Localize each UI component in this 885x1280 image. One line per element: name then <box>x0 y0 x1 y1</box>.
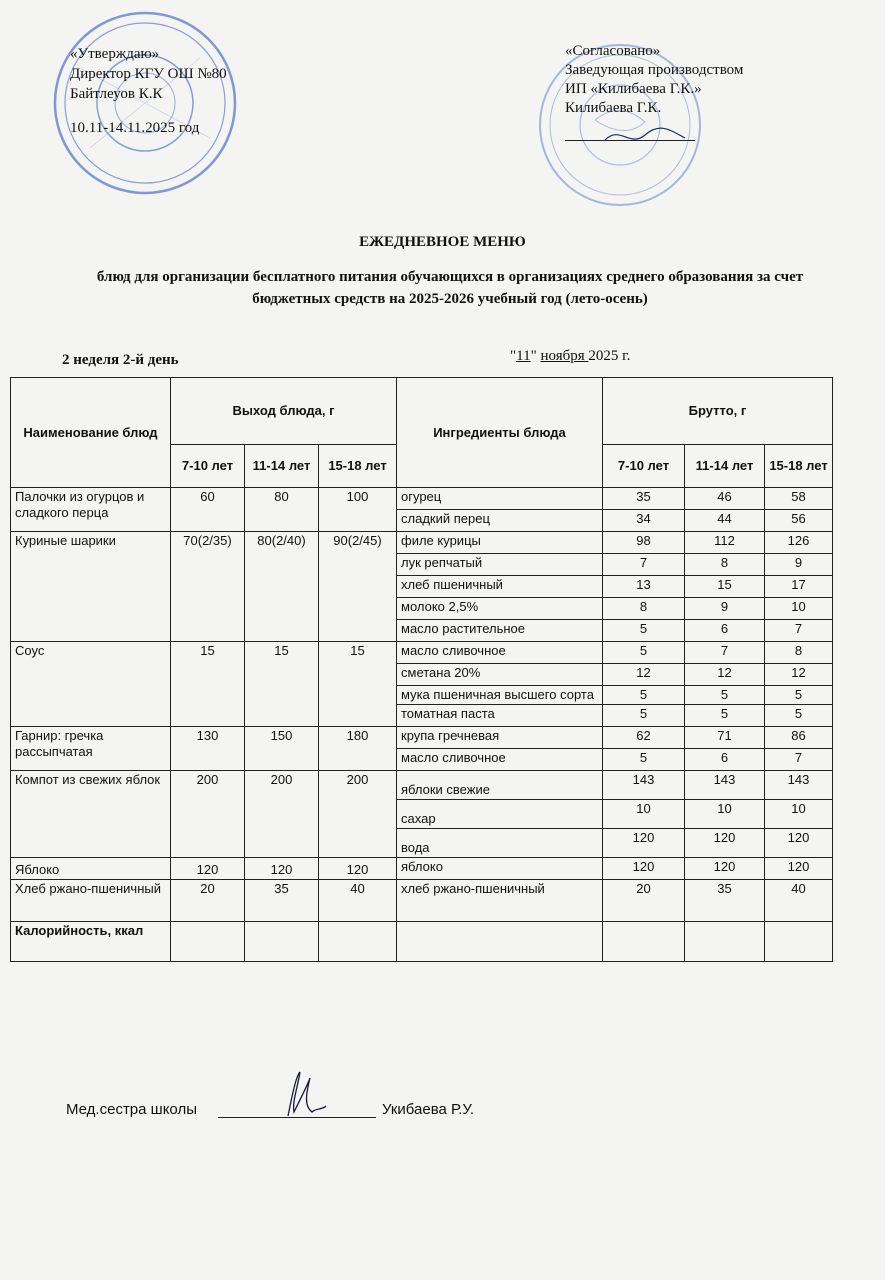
brutto-cell: 112 <box>685 532 765 554</box>
ingredient-cell: молоко 2,5% <box>397 598 603 620</box>
brutto-cell: 9 <box>765 554 833 576</box>
table-row <box>11 880 833 922</box>
output-cell: 70(2/35) <box>171 532 245 642</box>
table-row <box>11 727 833 749</box>
output-cell: 35 <box>245 880 319 922</box>
approval-dates: 10.11-14.11.2025 год <box>70 120 200 136</box>
output-cell: 60 <box>171 488 245 532</box>
brutto-cell: 12 <box>685 664 765 686</box>
agreement-line-3: ИП «Килибаева Г.К.» <box>565 81 702 97</box>
brutto-cell: 6 <box>685 620 765 642</box>
ingredient-cell: сахар <box>397 800 603 829</box>
output-cell: 80 <box>245 488 319 532</box>
brutto-cell: 8 <box>603 598 685 620</box>
brutto-cell: 5 <box>603 642 685 664</box>
brutto-cell: 35 <box>603 488 685 510</box>
agreement-line-4: Килибаева Г.К. <box>565 100 662 116</box>
brutto-cell: 5 <box>765 705 833 727</box>
table-row <box>11 532 833 554</box>
brutto-cell: 5 <box>603 620 685 642</box>
output-cell: 200 <box>245 771 319 858</box>
brutto-cell: 71 <box>685 727 765 749</box>
brutto-cell: 143 <box>765 771 833 800</box>
empty-cell <box>685 922 765 962</box>
output-cell: 200 <box>171 771 245 858</box>
approval-block <box>70 44 227 138</box>
dish-name-cell: Компот из свежих яблок <box>11 771 171 858</box>
brutto-cell: 120 <box>685 858 765 880</box>
ingredient-cell: мука пшеничная высшего сорта <box>397 686 603 705</box>
header-brutto-age: 15-18 лет <box>765 445 833 488</box>
dish-name-cell: Палочки из огурцов и сладкого перца <box>11 488 171 532</box>
ingredient-cell: масло сливочное <box>397 642 603 664</box>
output-cell: 180 <box>319 727 397 771</box>
ingredient-cell: филе курицы <box>397 532 603 554</box>
calories-label: Калорийность, ккал <box>11 922 171 962</box>
brutto-cell: 143 <box>603 771 685 800</box>
output-cell: 80(2/40) <box>245 532 319 642</box>
brutto-cell: 5 <box>603 686 685 705</box>
agreement-block <box>565 42 743 118</box>
empty-cell <box>319 922 397 962</box>
dish-name-cell: Соус <box>11 642 171 727</box>
calories-row <box>11 922 833 962</box>
output-cell: 120 <box>319 858 397 880</box>
header-dish-name: Наименование блюд <box>11 378 171 488</box>
dish-name-cell: Куриные шарики <box>11 532 171 642</box>
nurse-signature <box>274 1066 334 1122</box>
nurse-label: Мед.сестра школы <box>66 1101 197 1118</box>
brutto-cell: 12 <box>603 664 685 686</box>
output-cell: 90(2/45) <box>319 532 397 642</box>
output-cell: 120 <box>171 858 245 880</box>
brutto-cell: 9 <box>685 598 765 620</box>
brutto-cell: 10 <box>765 598 833 620</box>
date-close-quote: " <box>530 348 541 364</box>
brutto-cell: 5 <box>685 686 765 705</box>
approval-line-3: Байтлеуов К.К <box>70 86 163 102</box>
brutto-cell: 7 <box>603 554 685 576</box>
brutto-cell: 7 <box>765 620 833 642</box>
header-output: Выход блюда, г <box>171 378 397 445</box>
date-year: 2025 г. <box>588 348 631 364</box>
approval-line-2: Директор КГУ ОШ №80 <box>70 66 227 82</box>
brutto-cell: 34 <box>603 510 685 532</box>
menu-date <box>510 348 630 365</box>
output-cell: 200 <box>319 771 397 858</box>
header-ingredients: Ингредиенты блюда <box>397 378 603 488</box>
ingredient-cell: масло растительное <box>397 620 603 642</box>
header-output-age: 11-14 лет <box>245 445 319 488</box>
brutto-cell: 20 <box>603 880 685 922</box>
brutto-cell: 8 <box>685 554 765 576</box>
output-cell: 150 <box>245 727 319 771</box>
brutto-cell: 143 <box>685 771 765 800</box>
output-cell: 15 <box>171 642 245 727</box>
brutto-cell: 120 <box>765 858 833 880</box>
ingredient-cell: масло сливочное <box>397 749 603 771</box>
output-cell: 15 <box>319 642 397 727</box>
ingredient-cell: сладкий перец <box>397 510 603 532</box>
brutto-cell: 7 <box>765 749 833 771</box>
header-output-age: 15-18 лет <box>319 445 397 488</box>
output-cell: 130 <box>171 727 245 771</box>
table-row <box>11 488 833 510</box>
dish-name-cell: Гарнир: гречка рассыпчатая <box>11 727 171 771</box>
brutto-cell: 46 <box>685 488 765 510</box>
brutto-cell: 5 <box>765 686 833 705</box>
page-title: ЕЖЕДНЕВНОЕ МЕНЮ <box>359 234 526 250</box>
ingredient-cell: хлеб пшеничный <box>397 576 603 598</box>
empty-cell <box>245 922 319 962</box>
ingredient-cell: вода <box>397 829 603 858</box>
header-brutto-age: 11-14 лет <box>685 445 765 488</box>
output-cell: 15 <box>245 642 319 727</box>
brutto-cell: 6 <box>685 749 765 771</box>
brutto-cell: 12 <box>765 664 833 686</box>
ingredient-cell: сметана 20% <box>397 664 603 686</box>
ingredient-cell: яблоко <box>397 858 603 880</box>
empty-cell <box>171 922 245 962</box>
brutto-cell: 56 <box>765 510 833 532</box>
brutto-cell: 7 <box>685 642 765 664</box>
output-cell: 20 <box>171 880 245 922</box>
dish-name-cell: Яблоко <box>11 858 171 880</box>
page-subtitle: блюд для организации бесплатного питания обучающихся в организациях среднего образования за счет бюджетных средств на 2025-2026 учебный год (лето-осень) <box>96 269 804 307</box>
empty-cell <box>397 922 603 962</box>
ingredient-cell: томатная паста <box>397 705 603 727</box>
header-brutto-age: 7-10 лет <box>603 445 685 488</box>
dish-name-cell: Хлеб ржано-пшеничный <box>11 880 171 922</box>
brutto-cell: 10 <box>603 800 685 829</box>
brutto-cell: 120 <box>765 829 833 858</box>
ingredient-cell: крупа гречневая <box>397 727 603 749</box>
agreement-line-2: Заведующая производством <box>565 62 744 78</box>
agreement-signature <box>600 120 690 150</box>
table-row <box>11 642 833 664</box>
approval-line-1: «Утверждаю» <box>70 46 160 62</box>
empty-cell <box>765 922 833 962</box>
date-month: ноября <box>540 348 589 364</box>
menu-table <box>10 377 833 962</box>
week-day-label: 2 неделя 2-й день <box>62 352 179 368</box>
ingredient-cell: лук репчатый <box>397 554 603 576</box>
brutto-cell: 10 <box>765 800 833 829</box>
agreement-line-1: «Согласовано» <box>565 43 661 59</box>
brutto-cell: 8 <box>765 642 833 664</box>
output-cell: 100 <box>319 488 397 532</box>
date-day: 11 <box>516 348 531 364</box>
brutto-cell: 120 <box>685 829 765 858</box>
brutto-cell: 120 <box>603 858 685 880</box>
brutto-cell: 126 <box>765 532 833 554</box>
ingredient-cell: огурец <box>397 488 603 510</box>
brutto-cell: 5 <box>603 705 685 727</box>
brutto-cell: 44 <box>685 510 765 532</box>
brutto-cell: 86 <box>765 727 833 749</box>
header-output-age: 7-10 лет <box>171 445 245 488</box>
table-row <box>11 771 833 800</box>
brutto-cell: 98 <box>603 532 685 554</box>
nurse-name: Укибаева Р.У. <box>382 1101 475 1118</box>
table-row <box>11 858 833 880</box>
header-brutto: Брутто, г <box>603 378 833 445</box>
brutto-cell: 15 <box>685 576 765 598</box>
brutto-cell: 58 <box>765 488 833 510</box>
ingredient-cell: яблоки свежие <box>397 771 603 800</box>
brutto-cell: 10 <box>685 800 765 829</box>
brutto-cell: 5 <box>685 705 765 727</box>
brutto-cell: 13 <box>603 576 685 598</box>
date-open-quote: " <box>510 348 517 364</box>
empty-cell <box>603 922 685 962</box>
brutto-cell: 5 <box>603 749 685 771</box>
output-cell: 40 <box>319 880 397 922</box>
brutto-cell: 62 <box>603 727 685 749</box>
brutto-cell: 40 <box>765 880 833 922</box>
brutto-cell: 35 <box>685 880 765 922</box>
brutto-cell: 120 <box>603 829 685 858</box>
ingredient-cell: хлеб ржано-пшеничный <box>397 880 603 922</box>
output-cell: 120 <box>245 858 319 880</box>
brutto-cell: 17 <box>765 576 833 598</box>
